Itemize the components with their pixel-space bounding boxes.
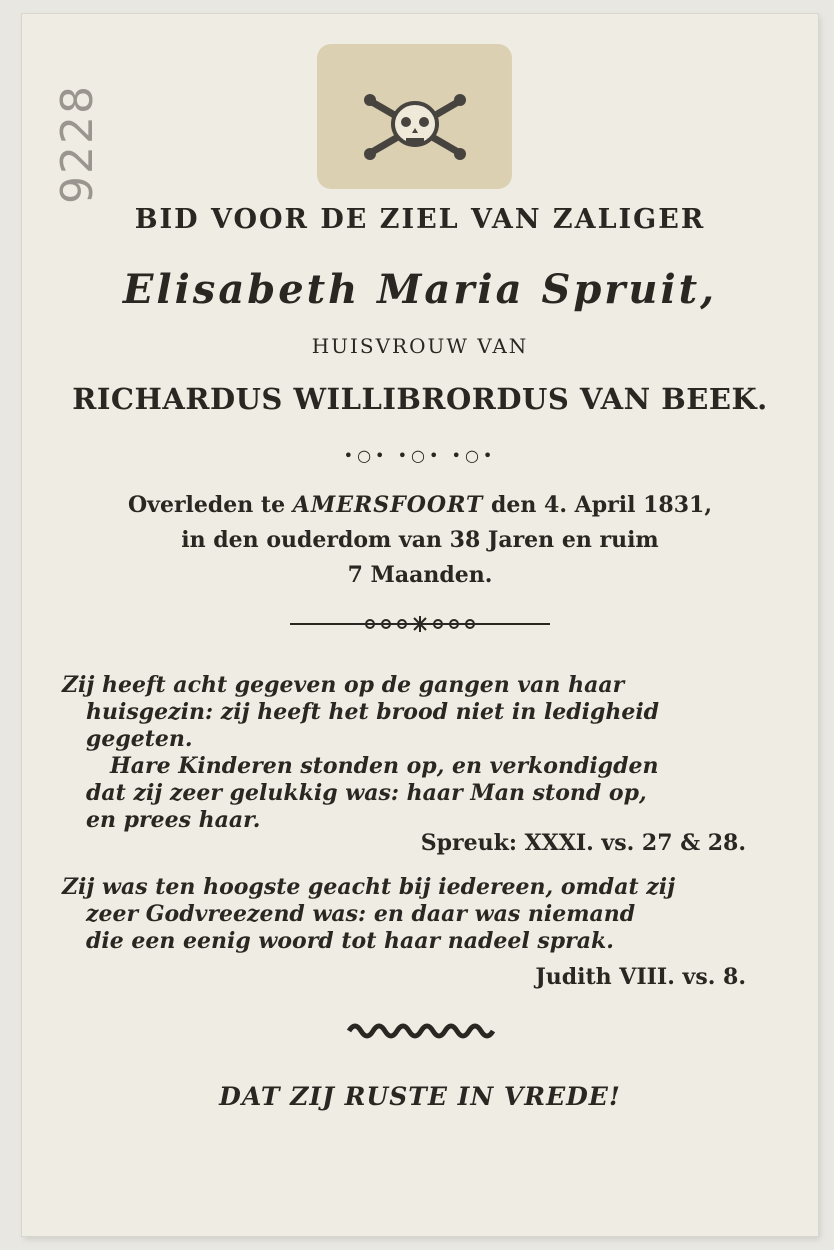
- deceased-name: Elisabeth Maria Spruit,: [122, 266, 718, 313]
- scripture-reference-1: Spreuk: XXXI. vs. 27 & 28.: [420, 830, 746, 856]
- subtitle: HUISVROUW VAN: [311, 334, 529, 358]
- ornament-divider: •○• •○• •○•: [343, 446, 497, 465]
- death-line-3: 7 Maanden.: [347, 562, 493, 588]
- death-line-1: [22, 492, 818, 518]
- quote-line: Zij was ten hoogste geacht bij iedereen, omdat zij: [62, 874, 676, 900]
- emblem-patch: [317, 44, 512, 189]
- quote-line: Hare Kinderen stonden op, en verkondigden: [110, 753, 659, 779]
- death-text-a: Overleden te: [128, 492, 286, 518]
- scripture-quote-1: [62, 672, 782, 834]
- scripture-quote-2: [62, 874, 782, 955]
- memorial-card: [22, 14, 818, 1236]
- wave-ornament: [347, 1019, 497, 1039]
- death-line-2: in den ouderdom van 38 Jaren en ruim: [181, 527, 659, 553]
- quote-line: huisgezin: zij heeft het brood niet in ledigheid: [86, 699, 660, 725]
- husband-name: RICHARDUS WILLIBRORDUS VAN BEEK.: [72, 382, 768, 416]
- heading: BID VOOR DE ZIEL VAN ZALIGER: [134, 204, 706, 235]
- closing-line: DAT ZIJ RUSTE IN VREDE!: [219, 1082, 621, 1111]
- quote-line: zeer Godvreezend was: en daar was niemand: [86, 901, 636, 927]
- quote-line: Zij heeft acht gegeven op de gangen van haar: [62, 672, 625, 698]
- quote-line: dat zij zeer gelukkig was: haar Man stond op,: [86, 780, 647, 806]
- pencil-number: 9228: [52, 84, 103, 204]
- quote-line: die een eenig woord tot haar nadeel sprak.: [86, 928, 614, 954]
- quote-line: gegeten.: [86, 726, 193, 752]
- quote-line: en prees haar.: [86, 807, 261, 833]
- death-place: AMERSFOORT: [292, 492, 484, 518]
- skull-and-crossbones-icon: [360, 92, 470, 162]
- death-text-b: den 4. April 1831,: [491, 492, 712, 518]
- ornamental-rule: [290, 614, 550, 634]
- scripture-reference-2: Judith VIII. vs. 8.: [535, 964, 746, 990]
